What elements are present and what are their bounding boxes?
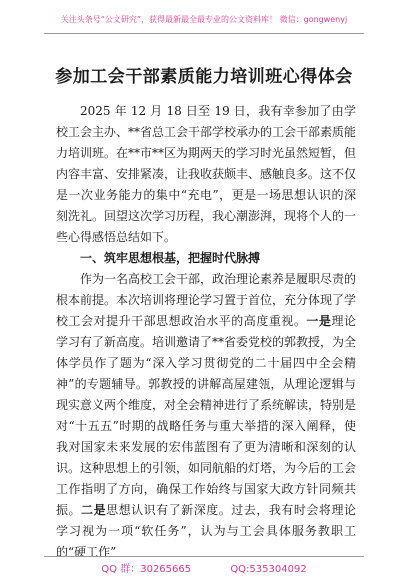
intro-paragraph: 2025 年 12 月 18 日至 19 日，我有幸参加了由学校工会主办、**省总工会干部学校承办的工会干部素质能力培训班。在**市**区为期两天的学习时光虽然短暂，但内容丰富、安排紧凑，让我收获颇丰、感触良多。这不仅是一次业务能力的集中“充电”，更是一场思想认识的深刻洗礼。回望这次学习历程，我心潮澎湃，现将个人的一些心得感悟总结如下。 [56,104,357,244]
paragraph-text: 理论学习有了新高度。培训邀请了**省委党校的郭教授，为全体学员作了题为“深入学习贯彻党的二十届四中全会精神”的专题辅导。郭教授的讲解高屋建瓴，从理论逻辑与现实意义两个维度，对全会精神进行了系统解读，特别是对“十五五”时期的战略任务与重大举措的深入阐释，使我对国家未来发展的宏伟蓝图有了更为清晰和深刻的认识。这种思想上的引领，如同航船的灯塔，为今后的工会工作指明了方向，确保工作始终与国家大政方针同频共振。 [56,314,357,517]
emphasis-text: 二是 [81,503,107,517]
paragraph-text: 作为一名高校工会干部，政治理论素养是履职尽责的根本前提。本次培训将理论学习置于首位，充分体现了学校工会对提升干部思想政治水平的高度重视。 [56,272,357,328]
paragraph-text: 思想认识有了新深度。过去，我有时会将理论学习视为一项“软任务”，认为与工会具体服务教职工的“硬工作” [56,503,356,559]
footer-contacts [0,560,408,575]
section-heading: 一、筑牢思想根基，把握时代脉搏 [80,251,261,265]
body-paragraph [56,269,356,563]
footer-divider [44,556,364,557]
header-banner: 关注头条号“公文研究”，获得最新最全最专业的公文资料库！ 微信：gongwenyj [60,15,348,24]
document-body [56,101,356,563]
header-divider [44,33,364,34]
document-title: 参加工会干部素质能力培训班心得体会 [55,67,353,87]
qq-number: QQ:535304092 [230,564,307,575]
qq-group: QQ 群：30265665 [101,564,192,575]
emphasis-text: 一是 [306,314,332,328]
